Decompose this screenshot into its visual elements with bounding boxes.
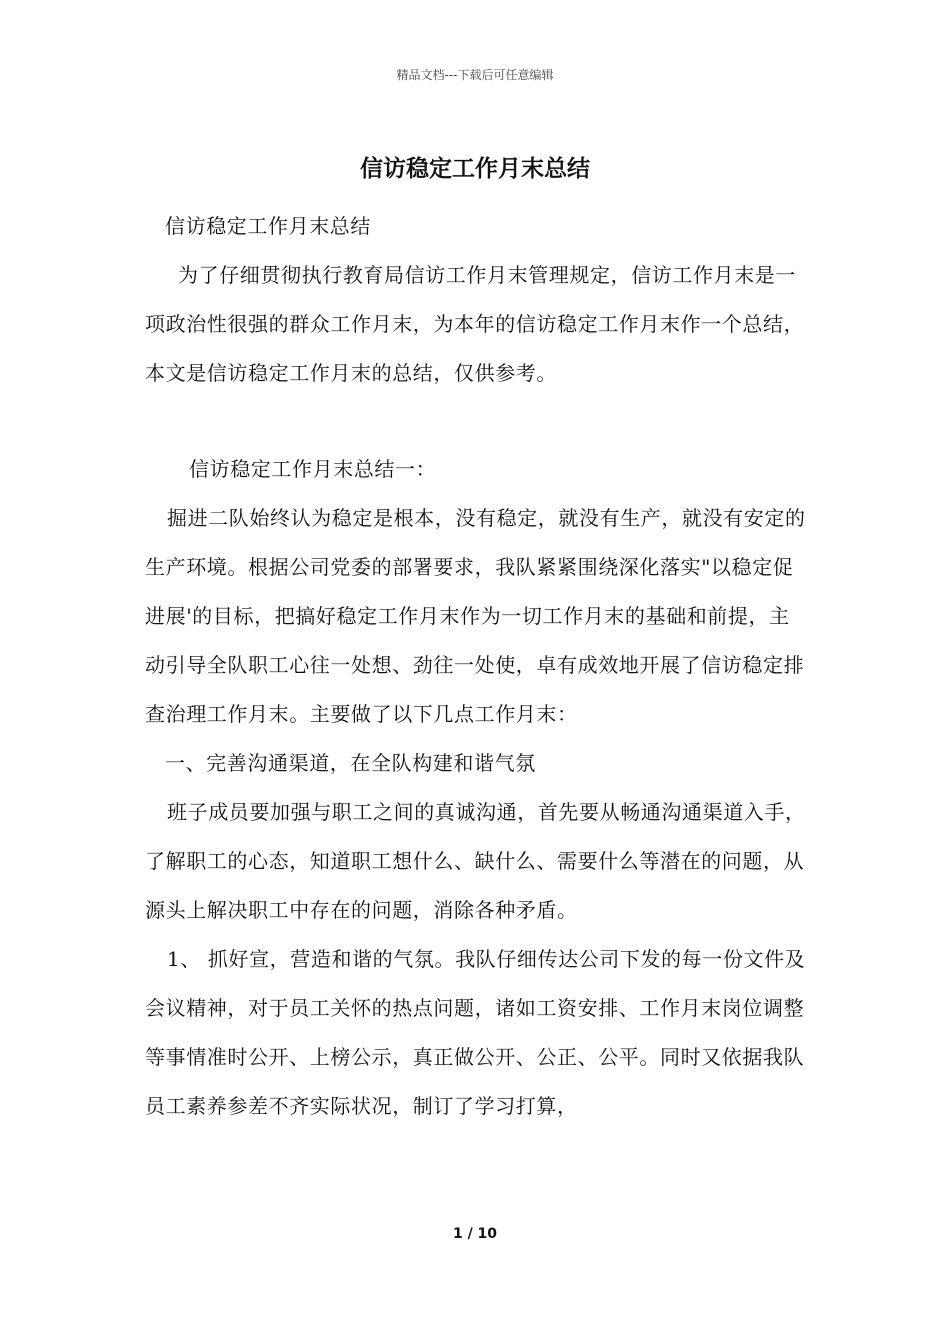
header-note: 精品文档---下载后可任意编辑 bbox=[396, 68, 554, 82]
intro-paragraph: 为了仔细贯彻执行教育局信访工作月末管理规定，信访工作月末是一项政治性很强的群众工作月末，为本年的信访稳定工作月末作一个总结，本文是信访稳定工作月末的总结，仅供参考。 bbox=[145, 263, 805, 385]
subsection-heading: 一、完善沟通渠道，在全队构建和谐气氛 bbox=[165, 751, 536, 775]
body-paragraph: 1、 抓好宣，营造和谐的气氛。我队仔细传达公司下发的每一份文件及会议精神，对于员工关怀的热点问题，诸如工资安排、工作月末岗位调整等事情准时公开、上榜公示，真正做公开、公正、公平。同时又依据我队员工素养参差不齐实际状况，制订了学习打算， bbox=[145, 947, 806, 1118]
body-paragraph: 班子成员要加强与职工之间的真诚沟通，首先要从畅通沟通渠道入手，了解职工的心态，知道职工想什么、缺什么、需要什么等潜在的问题，从源头上解决职工中存在的问题，消除各种矛盾。 bbox=[145, 800, 806, 922]
body-paragraph: 掘进二队始终认为稳定是根本，没有稳定，就没有生产，就没有安定的生产环境。根据公司党委的部署要求，我队紧紧围绕深化落实"以稳定促进展'的目标，把搞好稳定工作月末作为一切工作月末的基础和前提，主动引导全队职工心往一处想、劲往一处使，卓有成效地开展了信访稳定排查治理工作月末。主要做了以下几点工作月末： bbox=[145, 506, 806, 726]
page-number: 1 / 10 bbox=[452, 1226, 498, 1242]
document-body bbox=[145, 202, 810, 1131]
subtitle-paragraph: 信访稳定工作月末总结 bbox=[165, 214, 371, 238]
document-title: 信访稳定工作月末总结 bbox=[360, 155, 590, 182]
section-heading: 信访稳定工作月末总结一： bbox=[189, 457, 437, 481]
paragraph-gap bbox=[145, 398, 810, 445]
